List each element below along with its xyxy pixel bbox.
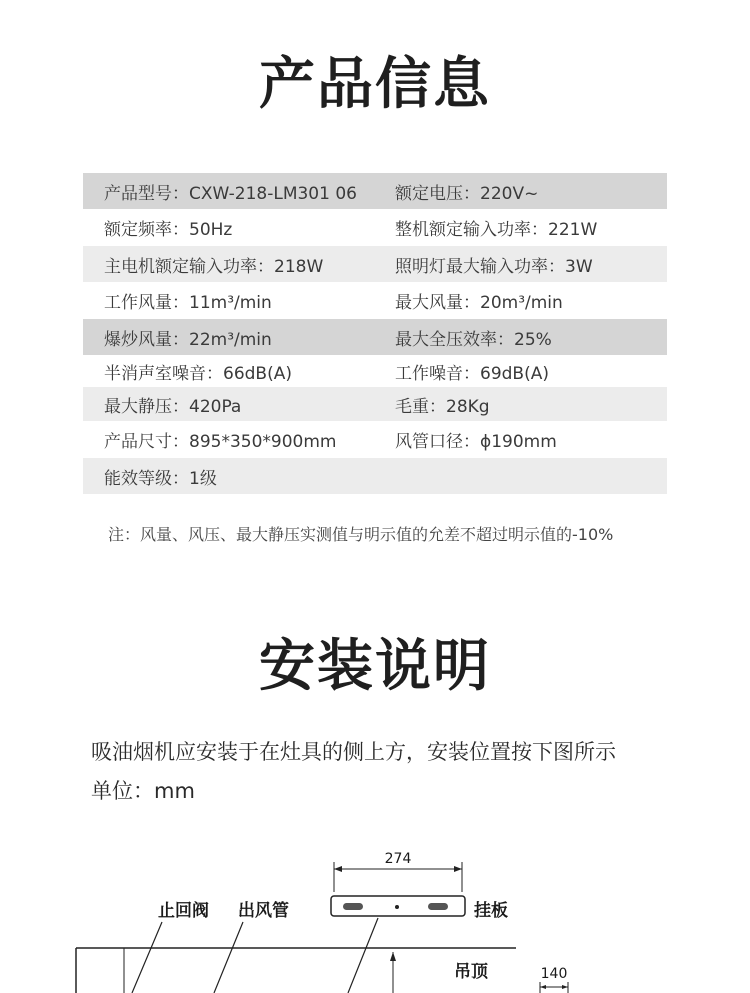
spec-cell: 额定频率：50Hz	[104, 220, 233, 240]
spec-table	[83, 173, 667, 494]
spec-cell: 半消声室噪音：66dB(A)	[104, 363, 292, 384]
spec-row	[83, 173, 667, 209]
spec-row	[83, 458, 667, 494]
spec-cell: 爆炒风量：22m³/min	[104, 329, 272, 350]
spec-row	[83, 421, 667, 458]
spec-cell: 产品尺寸：895*350*900mm	[104, 432, 337, 452]
hanging-plate-label: 挂板	[474, 901, 508, 921]
spec-row	[83, 246, 667, 282]
outlet-pipe-label: 出风管	[238, 901, 289, 921]
dimension-width-label: 274	[384, 851, 412, 867]
install-title: 安装说明	[259, 634, 491, 699]
check-valve-label: 止回阀	[158, 901, 209, 921]
spec-cell: 工作噪音：69dB(A)	[395, 363, 549, 384]
install-instruction: 吸油烟机应安装于在灶具的侧上方，安装位置按下图所示	[91, 740, 616, 764]
spec-cell: 最大风量：20m³/min	[395, 293, 563, 313]
spec-row	[83, 387, 667, 421]
spec-cell: 主电机额定输入功率：218W	[104, 256, 324, 277]
unit-label: 单位：mm	[91, 779, 195, 803]
spec-row	[83, 282, 667, 319]
spec-cell: 最大全压效率：25%	[395, 329, 552, 350]
spec-cell: 工作风量：11m³/min	[104, 293, 272, 313]
dimension-side-label: 140	[540, 966, 568, 982]
hanging-plate-shape	[331, 896, 465, 916]
installation-diagram	[0, 840, 750, 993]
spec-cell: 毛重：28Kg	[395, 396, 490, 417]
tolerance-note: 注：风量、风压、最大静压实测值与明示值的允差不超过明示值的-10%	[108, 525, 614, 544]
spec-cell: 额定电压：220V~	[395, 183, 539, 204]
spec-cell: 整机额定输入功率：221W	[395, 220, 598, 240]
spec-row	[83, 209, 667, 246]
spec-row	[83, 355, 667, 387]
dimension-width	[334, 851, 462, 892]
spec-row	[83, 319, 667, 355]
spec-cell: 照明灯最大输入功率：3W	[395, 256, 593, 277]
product-info-title: 产品信息	[259, 52, 491, 117]
spec-cell: 风管口径：ϕ190mm	[395, 432, 557, 452]
ceiling-label: 吊顶	[454, 962, 488, 982]
spec-cell: 最大静压：420Pa	[104, 396, 242, 417]
dimension-side	[540, 966, 568, 993]
spec-cell: 能效等级：1级	[104, 468, 217, 489]
spec-cell: 产品型号：CXW-218-LM301 06	[104, 183, 357, 204]
